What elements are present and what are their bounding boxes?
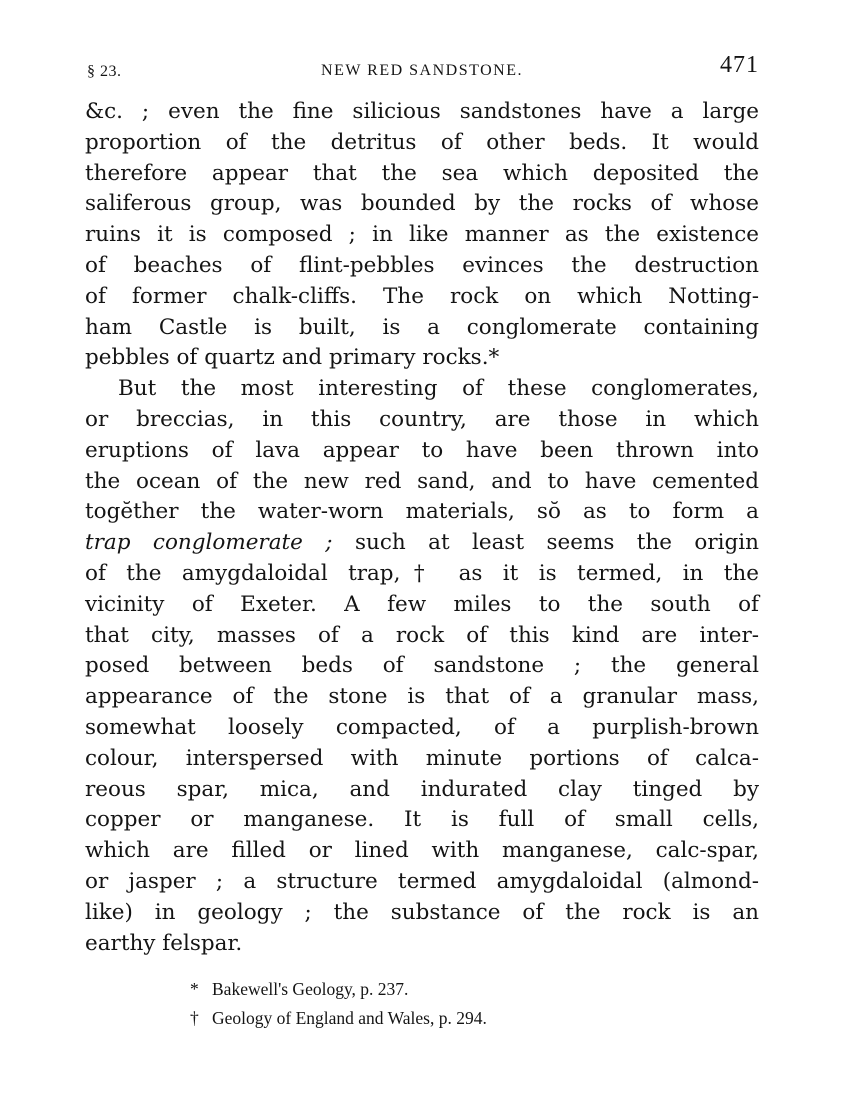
running-title: NEW RED SANDSTONE.: [321, 62, 523, 79]
italic-term: trap conglomerate ;: [85, 530, 333, 556]
text-line: of beaches of flint-pebbles evinces the destruction: [85, 252, 759, 278]
footnote: [190, 975, 759, 1004]
running-header: [85, 50, 759, 84]
section-number: § 23.: [87, 63, 122, 80]
footnotes: [85, 975, 759, 1033]
footnote-text: Bakewell's Geology, p. 237.: [212, 979, 409, 1000]
book-page: [85, 50, 759, 1033]
text-line-rest: such at least seems the origin: [332, 530, 759, 556]
text-line: or breccias, in this country, are those in which: [85, 406, 759, 432]
text-line: the ocean of the new red sand, and to have cemented: [85, 468, 759, 494]
text-line: therefore appear that the sea which deposited the: [85, 160, 759, 186]
text-line: like) in geology ; the substance of the rock is an: [85, 899, 759, 925]
text-line: vicinity of Exeter. A few miles to the south of: [85, 591, 759, 617]
text-line: saliferous group, was bounded by the rocks of whose: [85, 191, 759, 217]
text-line: that city, masses of a rock of this kind are inter-: [85, 622, 759, 648]
text-line: [85, 528, 759, 559]
text-line: of the amygdaloidal trap,† as it is termed, in the: [85, 560, 759, 586]
footnote: [190, 1004, 759, 1033]
text-line: proportion of the detritus of other beds. It would: [85, 129, 759, 155]
text-line: eruptions of lava appear to have been thrown into: [85, 437, 759, 463]
text-line: ham Castle is built, is a conglomerate containing: [85, 314, 759, 340]
page-number: 471: [720, 52, 759, 78]
text-line: &c. ; even the fine silicious sandstones have a large: [85, 99, 759, 124]
text-line: pebbles of quartz and primary rocks.*: [85, 345, 500, 371]
text-line: somewhat loosely compacted, of a purplish-brown: [85, 714, 759, 740]
text-line: colour, interspersed with minute portions of calca-: [85, 745, 759, 771]
footnote-mark: *: [190, 979, 199, 1000]
text-line: earthy felspar.: [85, 930, 243, 956]
text-line: of former chalk-cliffs. The rock on which Notting-: [85, 283, 759, 309]
text-line: which are filled or lined with manganese, calc-spar,: [85, 838, 759, 864]
text-line: togĕther the water-worn materials, sŏ as to form a: [85, 499, 759, 525]
text-line: or jasper ; a structure termed amygdaloidal (almond-: [85, 868, 759, 894]
text-line: reous spar, mica, and indurated clay tinged by: [85, 776, 759, 802]
text-line: posed between beds of sandstone ; the general: [85, 653, 759, 679]
body-text: [85, 97, 759, 959]
text-line: But the most interesting of these conglomerates,: [118, 376, 759, 402]
text-line: copper or manganese. It is full of small cells,: [85, 807, 759, 833]
text-line: ruins it is composed ; in like manner as the existence: [85, 222, 759, 248]
footnote-mark: †: [190, 1008, 199, 1029]
text-line: appearance of the stone is that of a granular mass,: [85, 684, 759, 710]
footnote-text: Geology of England and Wales, p. 294.: [212, 1008, 487, 1029]
